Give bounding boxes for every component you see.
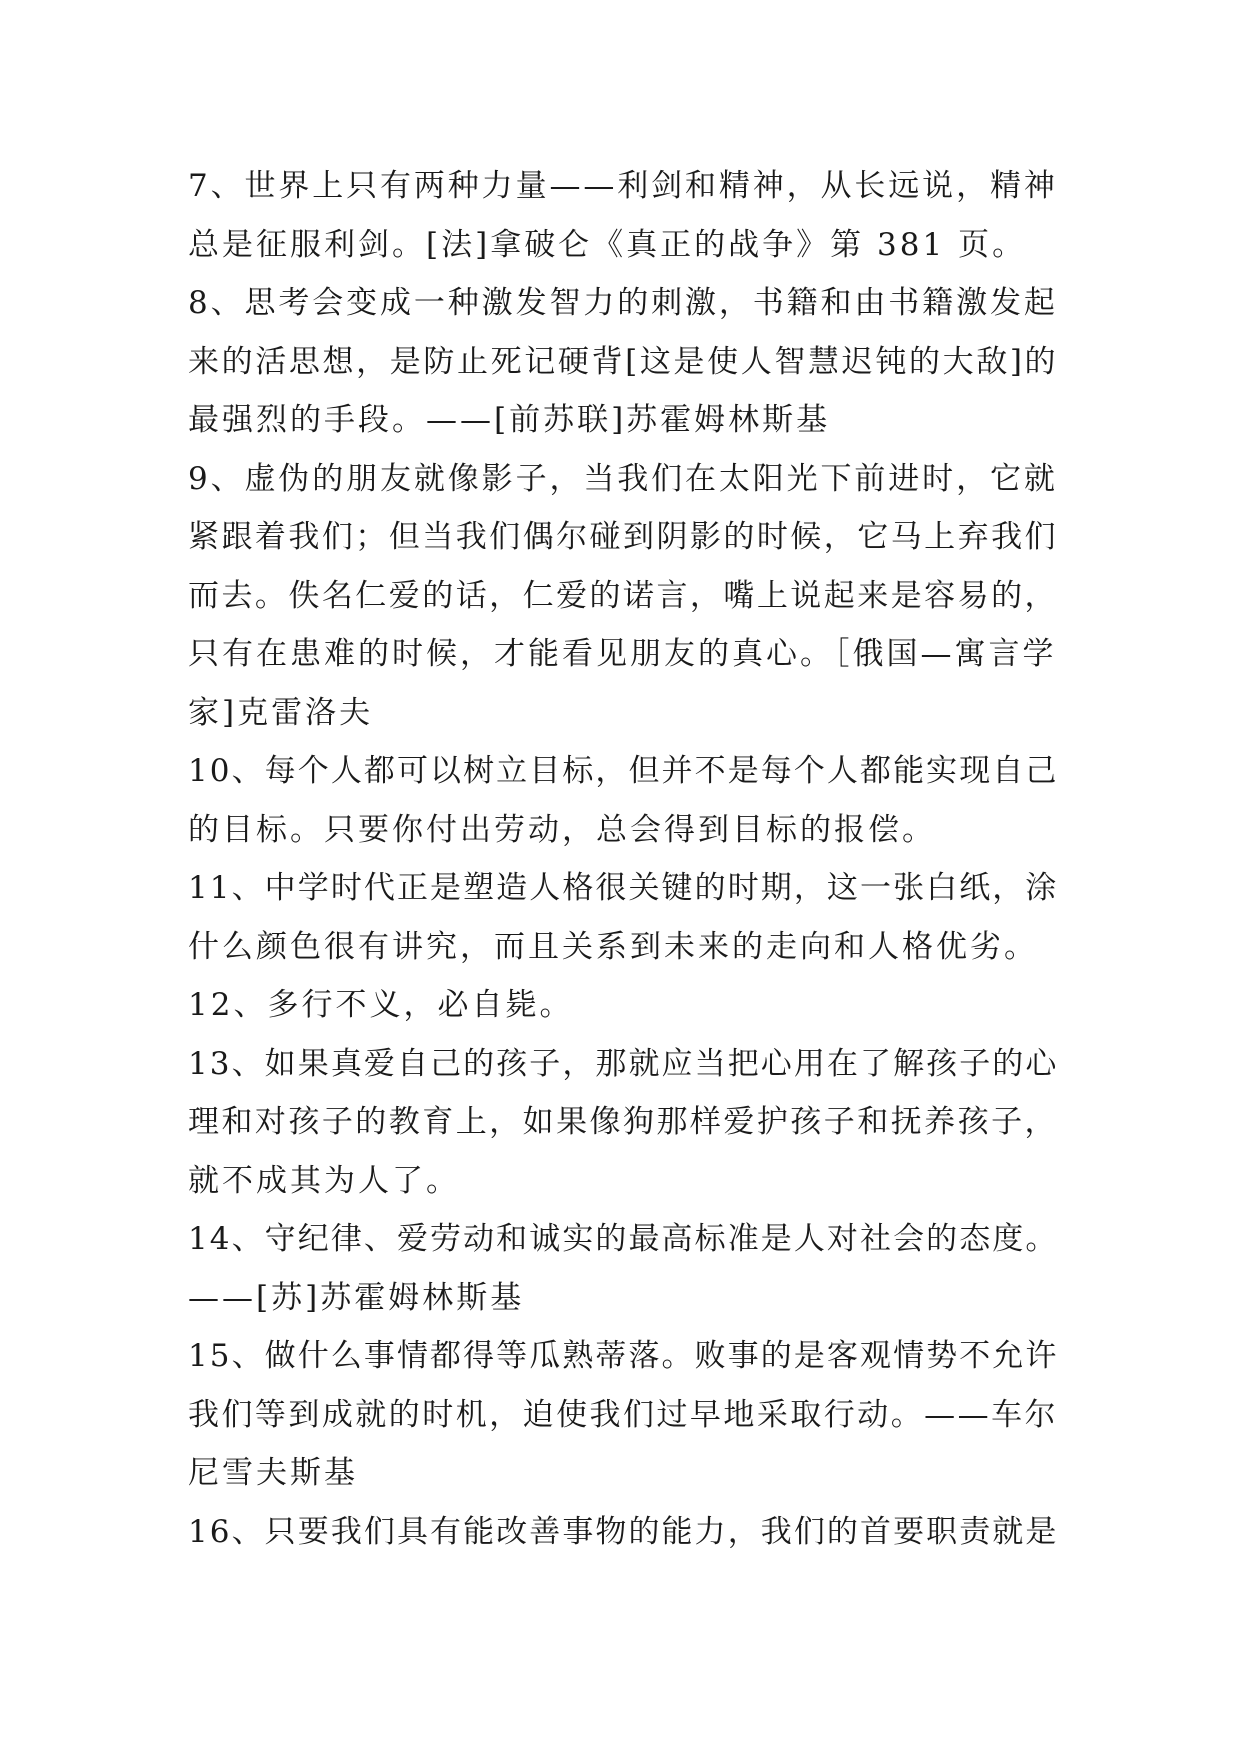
text-line: 13、如果真爱自己的孩子，那就应当把心用在了解孩子的心 (188, 1045, 1059, 1082)
text-line: 11、中学时代正是塑造人格很关键的时期，这一张白纸，涂 (188, 870, 1059, 906)
quote-10 (188, 742, 1058, 859)
text-line: 7、世界上只有两种力量——利剑和精神，从长远说，精神 (188, 168, 1058, 204)
text-line: 10、每个人都可以树立目标，但并不是每个人都能实现自己 (188, 753, 1059, 789)
text-line: 尼雪夫斯基 (188, 1455, 358, 1491)
text-line: 14、守纪律、爱劳动和诚实的最高标准是人对社会的态度。 (188, 1221, 1059, 1257)
text-line: 而去。佚名仁爱的话，仁爱的诺言，嘴上说起来是容易的， (188, 577, 1058, 614)
quote-9 (188, 450, 1058, 743)
quote-8 (188, 274, 1058, 450)
text-line: 只有在患难的时候，才能看见朋友的真心。［俄国—寓言学 (188, 636, 1057, 672)
text-line: 我们等到成就的时机，迫使我们过早地采取行动。——车尔 (188, 1396, 1058, 1433)
text-line: 最强烈的手段。——[前苏联]苏霍姆林斯基 (188, 402, 831, 438)
text-line: 理和对孩子的教育上，如果像狗那样爱护孩子和抚养孩子， (188, 1104, 1058, 1140)
text-line: 的目标。只要你付出劳动，总会得到目标的报偿。 (188, 811, 936, 848)
quote-16 (188, 1503, 1058, 1562)
text-line: ——[苏]苏霍姆林斯基 (188, 1279, 525, 1316)
quote-15 (188, 1327, 1058, 1503)
text-line: 总是征服利剑。[法]拿破仑《真正的战争》第 381 页。 (188, 226, 1027, 263)
text-line: 9、虚伪的朋友就像影子，当我们在太阳光下前进时，它就 (188, 460, 1058, 497)
quote-11 (188, 859, 1058, 976)
quote-13 (188, 1035, 1058, 1211)
text-line: 15、做什么事情都得等瓜熟蒂落。败事的是客观情势不允许 (188, 1338, 1059, 1374)
text-line: 12、多行不义，必自毙。 (188, 987, 574, 1023)
quote-12 (188, 976, 1058, 1035)
text-line: 来的活思想，是防止死记硬背[这是使人智慧迟钝的大敌]的 (188, 343, 1059, 380)
text-line: 16、只要我们具有能改善事物的能力，我们的首要职责就是 (188, 1513, 1059, 1550)
text-line: 就不成其为人了。 (188, 1162, 460, 1199)
document-body (188, 157, 1058, 1561)
text-line: 家]克雷洛夫 (188, 694, 374, 731)
text-line: 什么颜色很有讲究，而且关系到未来的走向和人格优劣。 (188, 928, 1038, 965)
text-line: 紧跟着我们；但当我们偶尔碰到阴影的时候，它马上弃我们 (188, 519, 1058, 555)
quote-7 (188, 157, 1058, 274)
text-line: 8、思考会变成一种激发智力的刺激，书籍和由书籍激发起 (188, 285, 1058, 321)
quote-14 (188, 1210, 1058, 1327)
